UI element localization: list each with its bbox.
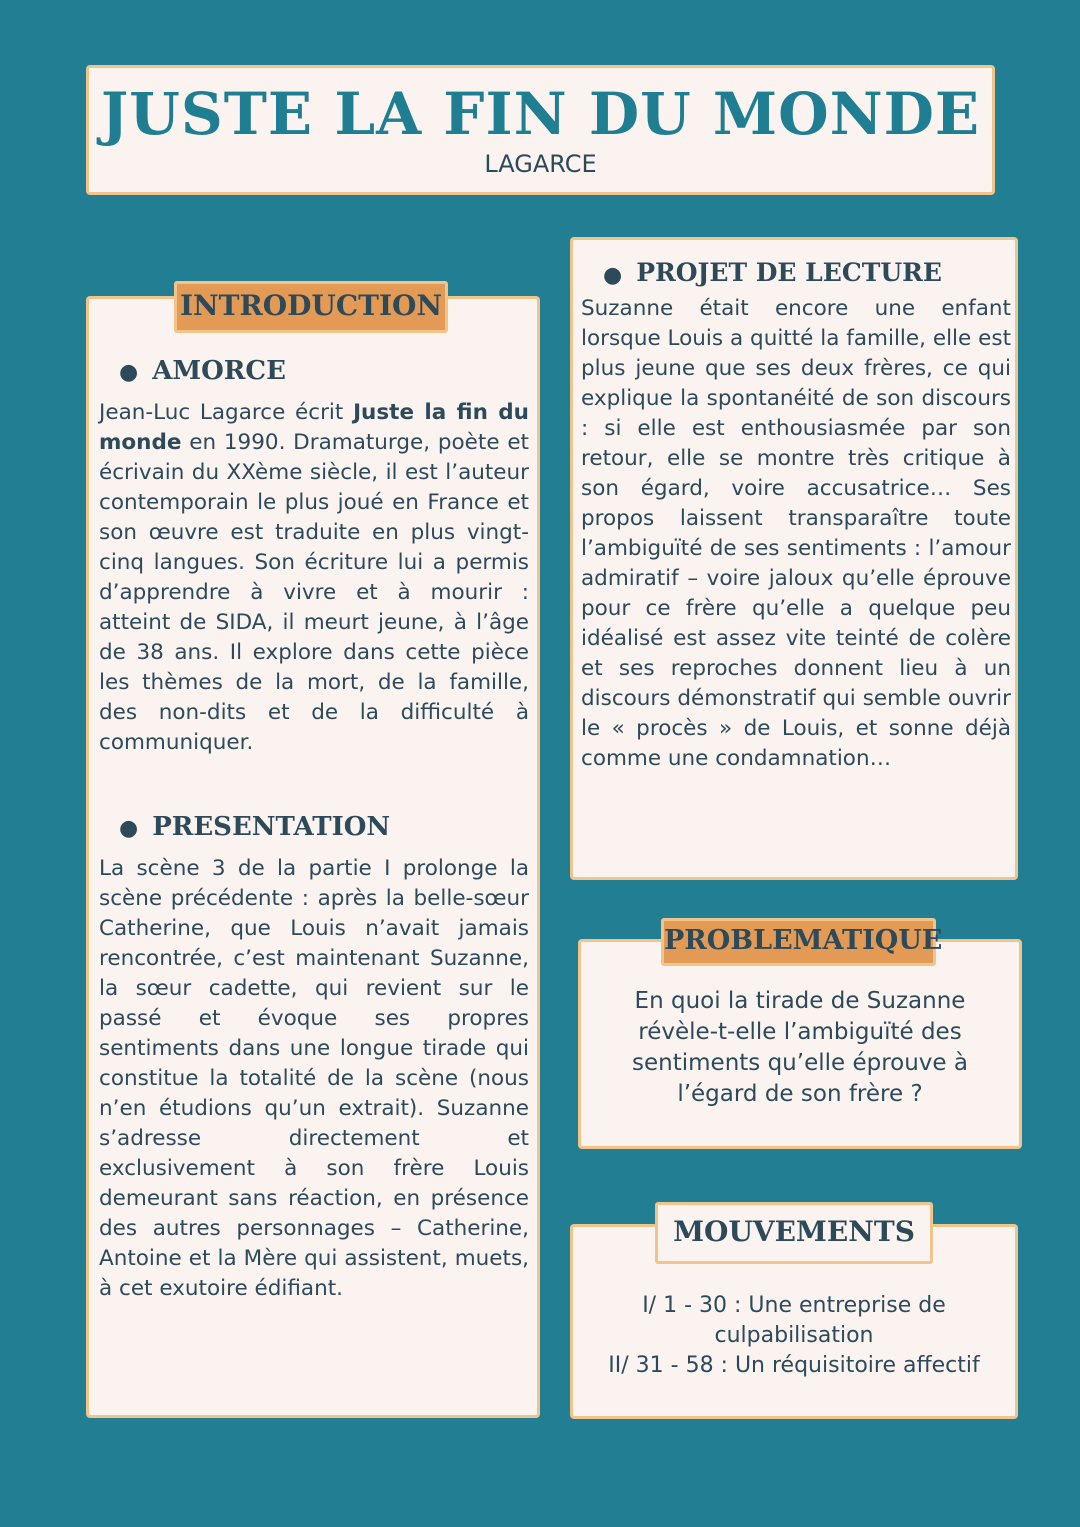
mouvement-item: I/ 1 - 30 : Une entreprise de culpabilisation	[642, 1293, 946, 1348]
title-card	[86, 65, 995, 195]
bullet-icon: ●	[603, 261, 623, 288]
work-title: Juste la fin du monde	[99, 400, 529, 455]
author-name: LAGARCE	[484, 150, 597, 178]
projet-paragraph: Suzanne était encore une enfant lorsque Louis a quitté la famille, elle est plus jeune que ses deux frères, ce qui explique la spontanéité de son discours : si elle est enthousiasmée par son retour, elle se montre très critique à son égard, voire accusatrice… Ses propos laissent transparaître toute l’ambiguïté de ses sentiments : l’amour admiratif – voire jaloux qu’elle éprouve pour ce frère qu’elle a quelque peu idéalisé est assez vite teinté de colère et ses reproches donnent lieu à un discours démonstratif qui semble ouvrir le « procès » de Louis, et sonne déjà comme une condamnation…	[581, 296, 1011, 771]
amorce-text-b: en 1990. Dramaturge, poète et écrivain du XXème siècle, il est l’auteur contemporain le plus joué en France et son œuvre est traduite en plus vingt-cinq langues. Son écriture lui a permis d’apprendre à vivre et à mourir : atteint de SIDA, il meurt jeune, à l’âge de 38 ans. Il explore dans cette pièce les thèmes de la mort, de la famille, des non-dits et de la difficulté à communiquer.	[99, 430, 529, 755]
presentation-heading-label: PRESENTATION	[152, 812, 391, 842]
bullet-icon: ●	[119, 815, 139, 841]
problematique-card	[578, 925, 1022, 1149]
mouvements-card	[570, 1215, 1018, 1419]
introduction-card	[86, 289, 540, 1418]
presentation-paragraph: La scène 3 de la partie I prolonge la scène précédente : après la belle-sœur Catherine, que Louis n’avait jamais rencontrée, c’est maintenant Suzanne, la sœur cadette, qui revient sur le passé et évoque ses propres sentiments dans une longue tirade qui constitue la totalité de la scène (nous n’en étudions qu’un extrait). Suzanne s’adresse directement et exclusivement à son frère Louis demeurant sans réaction, en présence des autres personnages – Catherine, Antoine et la Mère qui assistent, muets, à cet exutoire édifiant.	[99, 856, 529, 1301]
bullet-icon: ●	[119, 359, 139, 385]
introduction-tab: INTRODUCTION	[174, 281, 448, 333]
projet-card	[570, 237, 1018, 880]
mouvement-item: II/ 31 - 58 : Un réquisitoire affectif	[608, 1353, 980, 1378]
amorce-text-a: Jean-Luc Lagarce écrit	[99, 400, 354, 425]
amorce-heading	[119, 356, 286, 386]
mouvements-list	[579, 1291, 1009, 1381]
amorce-heading-label: AMORCE	[152, 356, 286, 386]
problematique-text: En quoi la tirade de Suzanne révèle-t-elle l’ambiguïté des sentiments qu’elle éprouve à l’égard de son frère ?	[632, 988, 968, 1107]
problematique-tab: PROBLEMATIQUE	[661, 918, 936, 966]
presentation-heading	[119, 812, 390, 842]
projet-heading	[603, 258, 942, 288]
projet-heading-label: PROJET DE LECTURE	[636, 258, 942, 287]
page-title: JUSTE LA FIN DU MONDE	[100, 80, 981, 148]
amorce-paragraph	[99, 398, 529, 758]
mouvements-tab: MOUVEMENTS	[655, 1202, 933, 1264]
